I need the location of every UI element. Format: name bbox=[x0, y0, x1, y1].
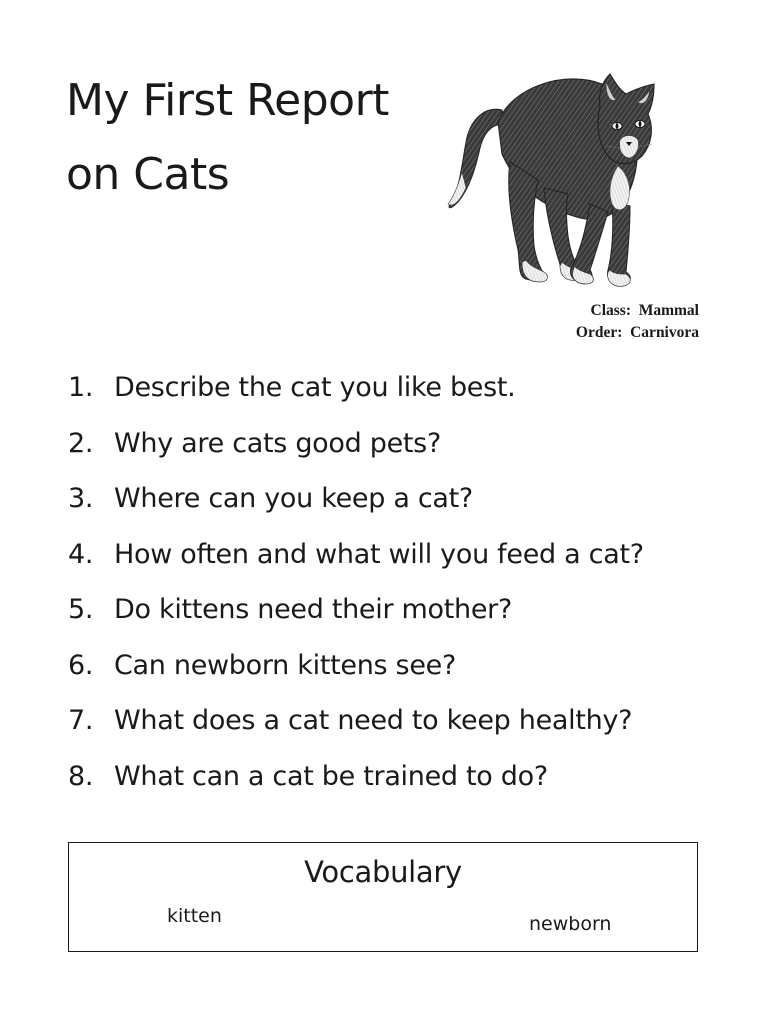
question-item bbox=[68, 749, 644, 805]
question-text: Describe the cat you like best. bbox=[114, 372, 516, 403]
question-number: 4. bbox=[68, 538, 94, 570]
title-line-2: on Cats bbox=[66, 149, 230, 200]
question-item bbox=[68, 693, 644, 749]
cat-illustration bbox=[440, 62, 680, 298]
question-text: Do kittens need their mother? bbox=[114, 594, 512, 625]
question-text: Why are cats good pets? bbox=[114, 427, 441, 459]
vocabulary-word-kitten: kitten bbox=[167, 905, 222, 927]
question-number: 2. bbox=[68, 427, 94, 459]
page-title bbox=[66, 64, 389, 212]
question-number: 3. bbox=[68, 483, 94, 514]
vocabulary-box bbox=[68, 842, 698, 952]
question-item bbox=[68, 638, 644, 694]
question-item bbox=[68, 527, 644, 583]
vocabulary-word-newborn: newborn bbox=[529, 913, 612, 935]
question-item bbox=[68, 471, 644, 527]
question-number: 6. bbox=[68, 649, 94, 681]
question-text: Where can you keep a cat? bbox=[114, 483, 473, 514]
class-label: Class: Mammal bbox=[590, 302, 699, 319]
title-line-1: My First Report bbox=[66, 75, 389, 126]
cat-icon bbox=[440, 62, 680, 298]
question-item bbox=[68, 360, 644, 416]
taxonomy-block bbox=[576, 300, 699, 344]
question-number: 5. bbox=[68, 594, 94, 625]
question-list bbox=[68, 360, 644, 804]
question-text: What can a cat be trained to do? bbox=[114, 760, 548, 792]
question-text: How often and what will you feed a cat? bbox=[114, 538, 644, 570]
question-text: Can newborn kittens see? bbox=[114, 649, 456, 681]
question-item bbox=[68, 582, 644, 638]
question-text: What does a cat need to keep healthy? bbox=[114, 705, 633, 736]
question-item bbox=[68, 416, 644, 472]
vocabulary-title: Vocabulary bbox=[304, 855, 462, 889]
order-label: Order: Carnivora bbox=[575, 324, 699, 341]
question-number: 1. bbox=[68, 372, 94, 403]
question-number: 8. bbox=[68, 760, 94, 792]
question-number: 7. bbox=[68, 705, 94, 736]
